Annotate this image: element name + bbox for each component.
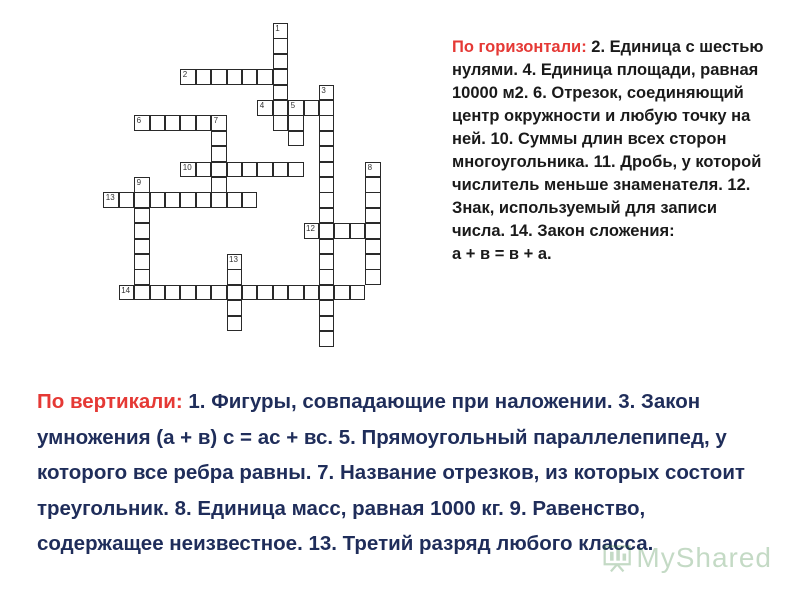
crossword-cell <box>288 285 304 301</box>
crossword-cell <box>211 192 227 208</box>
crossword-cell <box>196 162 212 178</box>
vertical-clues <box>37 384 767 562</box>
crossword-cell <box>273 100 289 116</box>
crossword-cell <box>257 285 273 301</box>
crossword-cell <box>319 223 335 239</box>
crossword-cell <box>211 285 227 301</box>
crossword-cell <box>273 115 289 131</box>
clue-number-4-across: 4 <box>259 101 265 110</box>
vertical-clue-text: 1. Фигуры, совпадающие при наложении. 3. Закон умножения (а + в) с = ас + вс. 5. Прямоугольный параллелепипед, у которого все ребра равны. 7. Название отрезков, из которых состоит треугольник. 8. Единица масс, равная 1000 кг. 9. Равенство, содержащее неизвестное. 13. Третий разряд любого класса. <box>37 390 745 555</box>
crossword-cell <box>319 254 335 270</box>
crossword-cell <box>227 300 243 316</box>
crossword-cell <box>273 285 289 301</box>
crossword-cell <box>273 54 289 70</box>
crossword-cell <box>165 192 181 208</box>
horizontal-clues <box>452 36 770 266</box>
crossword-cell <box>227 192 243 208</box>
crossword-cell <box>319 269 335 285</box>
crossword-cell <box>257 162 273 178</box>
crossword-cell <box>365 223 381 239</box>
crossword-cell <box>134 239 150 255</box>
crossword-cell <box>365 239 381 255</box>
crossword-cell <box>150 115 166 131</box>
clue-number-2-across: 2 <box>182 70 188 80</box>
crossword-cell <box>319 177 335 193</box>
crossword-cell <box>365 254 381 270</box>
crossword-cell <box>288 162 304 178</box>
crossword-cell <box>227 285 243 301</box>
crossword-cell <box>257 69 273 85</box>
crossword-cell <box>211 146 227 162</box>
horizontal-heading: По горизонтали: <box>452 38 587 56</box>
crossword-cell <box>165 115 181 131</box>
crossword-cell <box>227 269 243 285</box>
crossword-cell <box>242 285 258 301</box>
clue-number-9-down: 9 <box>136 178 142 187</box>
crossword-cell <box>304 285 320 301</box>
crossword-cell <box>134 285 150 301</box>
clue-number-7-down: 7 <box>213 116 219 126</box>
crossword-cell <box>319 162 335 178</box>
presentation-board-icon <box>602 541 632 575</box>
crossword-cell <box>273 38 289 54</box>
crossword-cell <box>180 115 196 131</box>
crossword-cell <box>365 269 381 285</box>
crossword-cell <box>134 223 150 239</box>
crossword-cell <box>134 208 150 224</box>
horizontal-clue-text: 2. Единица с шестью нулями. 4. Единица площади, равная 10000 м2. 6. Отрезок, соединяющий центр окружности и любую точку на ней. 10. Суммы длин всех сторон многоугольника. 11. Дробь, у которой числитель меньше знаменателя. 12. Знак, используемый для записи числа. 14. Закон сложения: <box>452 38 764 240</box>
clue-number-10-across: 10 <box>182 162 192 172</box>
crossword-cell <box>365 208 381 224</box>
crossword-cell <box>304 100 320 116</box>
crossword-cell <box>211 162 227 178</box>
crossword-cell <box>119 192 135 208</box>
crossword-cell <box>211 69 227 85</box>
crossword-cell <box>319 331 335 347</box>
clue-number-13-across: 13 <box>105 193 115 203</box>
crossword-cell <box>196 192 212 208</box>
crossword-cell <box>196 285 212 301</box>
crossword-cell <box>319 239 335 255</box>
crossword-cell <box>180 285 196 301</box>
crossword-cell <box>196 115 212 131</box>
clue-number-8-down: 8 <box>367 162 373 172</box>
crossword-cell <box>211 131 227 147</box>
crossword-cell <box>242 69 258 85</box>
clue-number-3-down: 3 <box>321 85 326 95</box>
crossword-puzzle <box>0 0 440 370</box>
crossword-cell <box>319 146 335 162</box>
crossword-cell <box>180 192 196 208</box>
crossword-cell <box>134 192 150 208</box>
crossword-cell <box>319 115 335 131</box>
crossword-cell <box>134 269 150 285</box>
vertical-heading: По вертикали: <box>37 390 183 413</box>
crossword-cell <box>319 300 335 316</box>
crossword-cell <box>273 85 289 101</box>
watermark-text: MyShared <box>636 542 772 573</box>
clue-number-5-down: 5 <box>290 101 296 110</box>
clue-number-12-across: 12 <box>306 224 315 234</box>
crossword-cell <box>365 177 381 193</box>
crossword-cell <box>165 285 181 301</box>
crossword-cell <box>319 208 335 224</box>
crossword-cell <box>334 223 350 239</box>
crossword-cell <box>288 131 304 147</box>
crossword-cell <box>242 192 258 208</box>
crossword-cell <box>150 285 166 301</box>
crossword-cell <box>242 162 258 178</box>
crossword-cell <box>150 192 166 208</box>
crossword-cell <box>196 69 212 85</box>
crossword-cell <box>350 285 366 301</box>
crossword-cell <box>334 285 350 301</box>
crossword-cell <box>273 69 289 85</box>
clue-number-13-down: 13 <box>229 255 238 264</box>
horizontal-formula: а + в = в + а. <box>452 245 552 263</box>
crossword-cell <box>319 100 335 116</box>
crossword-cell <box>319 285 335 301</box>
crossword-cell <box>134 254 150 270</box>
crossword-cell <box>227 316 243 332</box>
crossword-cell <box>365 192 381 208</box>
crossword-cell <box>319 316 335 332</box>
crossword-cell <box>350 223 366 239</box>
crossword-cell <box>211 177 227 193</box>
watermark <box>602 538 772 578</box>
crossword-cell <box>319 192 335 208</box>
crossword-cell <box>227 69 243 85</box>
clue-number-1-down: 1 <box>275 24 280 33</box>
crossword-cell <box>319 131 335 147</box>
clue-number-6-across: 6 <box>136 116 142 126</box>
crossword-cell <box>288 115 304 131</box>
clue-number-14-across: 14 <box>121 285 131 295</box>
crossword-cell <box>273 162 289 178</box>
crossword-cell <box>227 162 243 178</box>
